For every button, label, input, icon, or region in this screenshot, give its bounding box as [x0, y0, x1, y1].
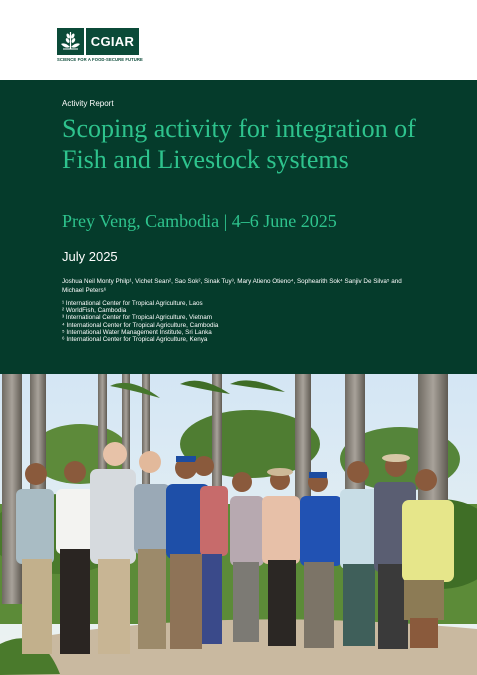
wheat-leaf-icon	[57, 28, 84, 55]
cgiar-logo	[57, 28, 143, 64]
affiliation-item: ⁵ International Water Management Institute, Sri Lanka	[62, 328, 212, 336]
affiliation-item: ³ International Center for Tropical Agriculture, Vietnam	[62, 314, 213, 322]
report-subtitle: Prey Veng, Cambodia | 4–6 June 2025	[62, 211, 337, 231]
author-list: Joshua Neil Monty Philp¹, Vichet Sean², Sao Sok², Sinak Tuy³, Mary Atieno Otieno⁴, Sophearith Sok⁴ Sanjiv De Silva⁵ and Michael Peters⁶	[62, 278, 402, 294]
affiliation-list	[62, 300, 422, 343]
affiliation-item: ⁴ International Center for Tropical Agriculture, Cambodia	[62, 321, 219, 329]
affiliation-item: ¹ International Center for Tropical Agriculture, Laos	[62, 300, 203, 307]
report-date: July 2025	[62, 249, 118, 264]
cover-title-band	[0, 80, 477, 374]
affiliation-item: ⁶ International Center for Tropical Agriculture, Kenya	[62, 336, 208, 344]
affiliation-item: ² WorldFish, Cambodia	[62, 307, 127, 315]
report-title: Scoping activity for integration of Fish and Livestock systems	[62, 114, 416, 174]
report-type: Activity Report	[62, 99, 114, 108]
cgiar-wordmark: CGIAR	[86, 28, 139, 55]
logo-tagline: SCIENCE FOR A FOOD-SECURE FUTURE	[57, 57, 143, 62]
group-photo	[0, 374, 477, 675]
